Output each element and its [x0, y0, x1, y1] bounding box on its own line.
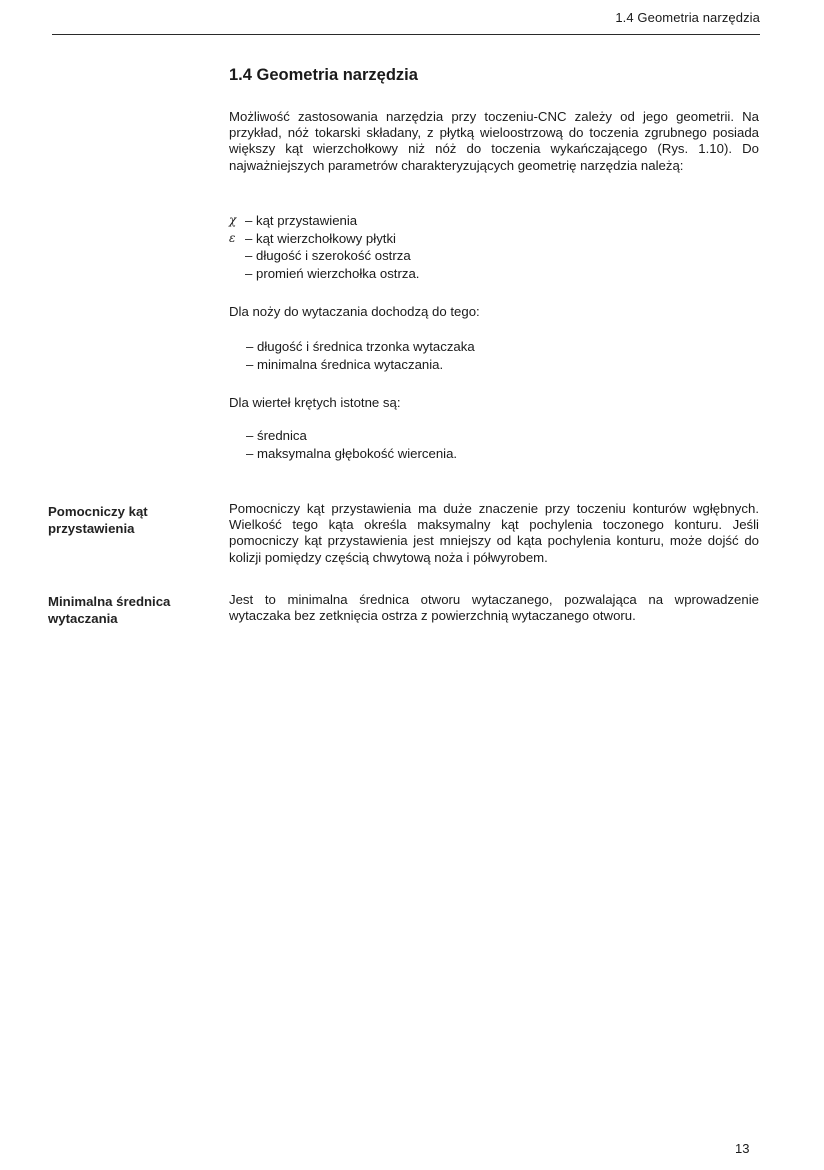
side-label-auxiliary-angle: Pomocniczy kąt przystawienia — [48, 504, 148, 536]
empty-symbol — [229, 247, 245, 265]
page-number: 13 — [735, 1141, 750, 1156]
list-item-text: – kąt przystawienia — [245, 213, 358, 228]
header-rule — [52, 34, 760, 35]
list-item: – minimalna średnica wytaczania. — [246, 356, 444, 372]
list-item — [229, 265, 759, 283]
intro-paragraph: Możliwość zastosowania narzędzia przy toczeniu-CNC zależy od jego geometrii. Na przykład, nóż tokarski składany, z płytką wieloostrzową do toczenia zgrubnego posiada większy kąt wierzchołkowy niż nóż do toczenia wykańczającego (Rys. 1.10). Do najważniejszych parametrów charakteryzujących geometrię narzędzia należą: — [229, 109, 759, 173]
side-label-min-boring-diameter: Minimalna średnica wytaczania — [48, 594, 171, 626]
list-item: – długość i średnica trzonka wytaczaka — [246, 339, 475, 354]
list-item — [229, 230, 759, 248]
parameter-list — [229, 212, 759, 282]
epsilon-symbol: ε — [229, 230, 236, 245]
boring-intro: Dla noży do wytaczania dochodzą do tego: — [229, 304, 480, 319]
list-item: – maksymalna głębokość wiercenia. — [246, 445, 458, 461]
list-item-text: – promień wierzchołka ostrza. — [245, 265, 420, 281]
boring-list — [246, 338, 776, 373]
list-item: – średnica — [246, 428, 307, 443]
drill-intro: Dla wierteł krętych istotne są: — [229, 395, 401, 410]
chi-symbol: χ — [229, 213, 237, 227]
list-item — [229, 212, 759, 230]
list-item — [229, 247, 759, 265]
empty-symbol — [229, 265, 245, 283]
running-header: 1.4 Geometria narzędzia — [615, 10, 760, 25]
list-item-text: – kąt wierzchołkowy płytki — [245, 230, 396, 246]
definition-min-boring-diameter: Jest to minimalna średnica otworu wytaczanego, pozwalająca na wprowadzenie wytaczaka bez zetknięcia ostrza z powierzchnią wytaczanego otworu. — [229, 592, 759, 624]
list-item-text: – długość i szerokość ostrza — [245, 248, 411, 263]
definition-auxiliary-angle: Pomocniczy kąt przystawienia ma duże znaczenie przy toczeniu konturów wgłębnych. Wielkość tego kąta określa maksymalny kąt pochylenia toczonego konturu. Jeśli pomocniczy kąt przystawienia jest mniejszy od kąta pochylenia konturu, może dojść do kolizji pomiędzy częścią chwytową noża i półwyrobem. — [229, 501, 759, 565]
drill-list — [246, 427, 776, 462]
section-title: 1.4 Geometria narzędzia — [229, 66, 418, 84]
